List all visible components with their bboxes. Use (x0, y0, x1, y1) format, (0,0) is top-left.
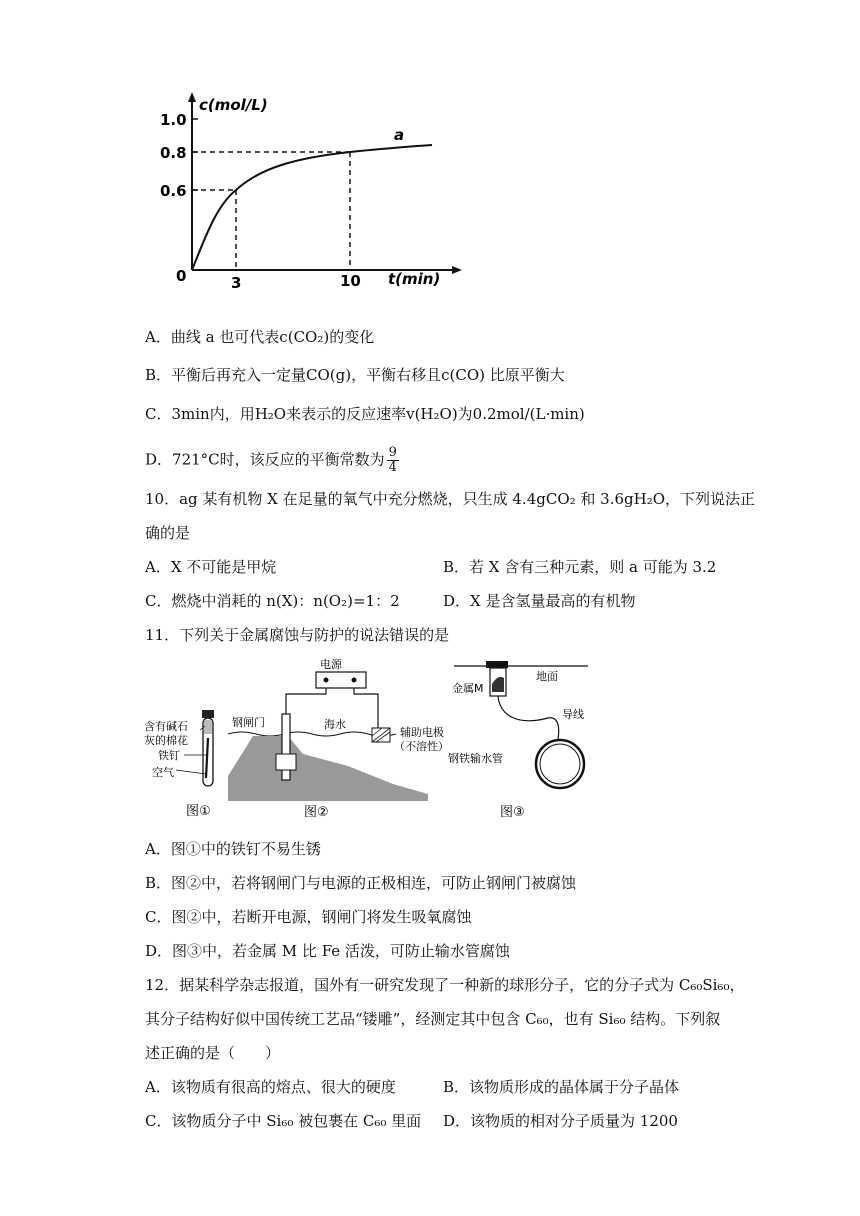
q9-option-b: B．平衡后再充入一定量CO(g)，平衡右移且c(CO) 比原平衡大 (145, 366, 565, 384)
q11-option-c: C．图②中，若断开电源，钢闸门将发生吸氧腐蚀 (145, 908, 472, 926)
q9-option-d-text: D．721°C时，该反应的平衡常数为 (145, 450, 385, 469)
q12-option-b: B．该物质形成的晶体属于分子晶体 (443, 1078, 680, 1096)
q11-option-d: D．图③中，若金属 M 比 Fe 活泼，可防止输水管腐蚀 (145, 942, 510, 960)
fig3-label-pipe: 钢铁输水管 (448, 752, 503, 765)
concentration-time-graph (150, 88, 470, 298)
q12-option-a: A．该物质有很高的熔点、很大的硬度 (145, 1078, 396, 1096)
fig3-label-metal: 金属M (452, 682, 484, 695)
q10-option-a: A．X 不可能是甲烷 (145, 558, 277, 576)
curve-a (192, 145, 432, 270)
q10-stem-line1: 10．ag 某有机物 X 在足量的氧气中充分燃烧，只生成 4.4gCO₂ 和 3.6gH₂O，下列说法正 (145, 490, 756, 508)
x-tick-3: 3 (231, 274, 242, 292)
q12-stem-line2: 其分子结构好似中国传统工艺品“镂雕”，经测定其中包含 C₆₀，也有 Si₆₀ 结构。下列叙 (145, 1010, 721, 1028)
x-tick-10: 10 (340, 272, 361, 290)
fig2-label-sea: 海水 (324, 718, 346, 731)
fig1-label-air: 空气 (152, 766, 174, 779)
y-axis-arrow (188, 92, 196, 102)
q12-stem-line1: 12．据某科学杂志报道，国外有一研究发现了一种新的球形分子，它的分子式为 C₆₀Si₆₀， (145, 976, 745, 994)
fig3-caption: 图③ (500, 805, 525, 820)
q9-option-d-fraction: $\frac{9}{4}$ (388, 445, 397, 475)
q12-option-d: D．该物质的相对分子质量为 1200 (443, 1112, 678, 1130)
x-axis-label: t(min) (388, 270, 441, 288)
q10-option-d: D．X 是含氢量最高的有机物 (443, 592, 636, 610)
fig1-label-cotton: 含有碱石 (144, 720, 188, 733)
q11-option-a: A．图①中的铁钉不易生锈 (145, 840, 321, 858)
q12-option-c: C．该物质分子中 Si₆₀ 被包裹在 C₆₀ 里面 (145, 1112, 422, 1130)
y-tick-1.0: 1.0 (160, 111, 187, 129)
q9-option-d (145, 446, 399, 475)
fig1-caption: 图① (186, 804, 211, 819)
q9-option-c: C．3min内，用H₂O来表示的反应速率v(H₂O)为0.2mol/(L·min) (145, 405, 585, 423)
q12-stem-line3: 述正确的是（ ） (145, 1044, 281, 1062)
q11-stem: 11．下列关于金属腐蚀与防护的说法错误的是 (145, 626, 450, 644)
fig3-label-ground: 地面 (536, 670, 558, 683)
fig1-label-nail: 铁钉 (158, 749, 180, 762)
figure-3-water-pipe (448, 656, 598, 826)
figure-1-test-tube (140, 700, 225, 825)
q9-option-a: A．曲线 a 也可代表c(CO₂)的变化 (145, 328, 375, 346)
fig2-label-gate: 钢闸门 (232, 716, 265, 729)
fig2-caption: 图② (304, 805, 329, 820)
fig2-label-electrode: 辅助电极 (400, 726, 444, 739)
curve-label-a: a (394, 126, 405, 144)
figure-2-steel-gate (228, 656, 456, 826)
y-tick-0.8: 0.8 (160, 144, 187, 162)
q10-option-c: C．燃烧中消耗的 n(X)：n(O₂)=1：2 (145, 592, 400, 610)
fig3-label-wire: 导线 (562, 708, 584, 721)
q11-option-b: B．图②中，若将钢闸门与电源的正极相连，可防止钢闸门被腐蚀 (145, 874, 577, 892)
y-axis-label: c(mol/L) (199, 96, 268, 114)
x-axis-arrow (452, 266, 462, 274)
fig2-label-power: 电源 (320, 658, 342, 671)
fig2-label-insoluble: （不溶性） (394, 740, 449, 753)
fig1-label-cotton2: 灰的棉花 (144, 734, 188, 747)
q10-option-b: B．若 X 含有三种元素，则 a 可能为 3.2 (443, 558, 717, 576)
y-tick-0.6: 0.6 (160, 182, 187, 200)
q10-stem-line2: 确的是 (145, 524, 191, 542)
x-tick-0: 0 (176, 267, 187, 285)
